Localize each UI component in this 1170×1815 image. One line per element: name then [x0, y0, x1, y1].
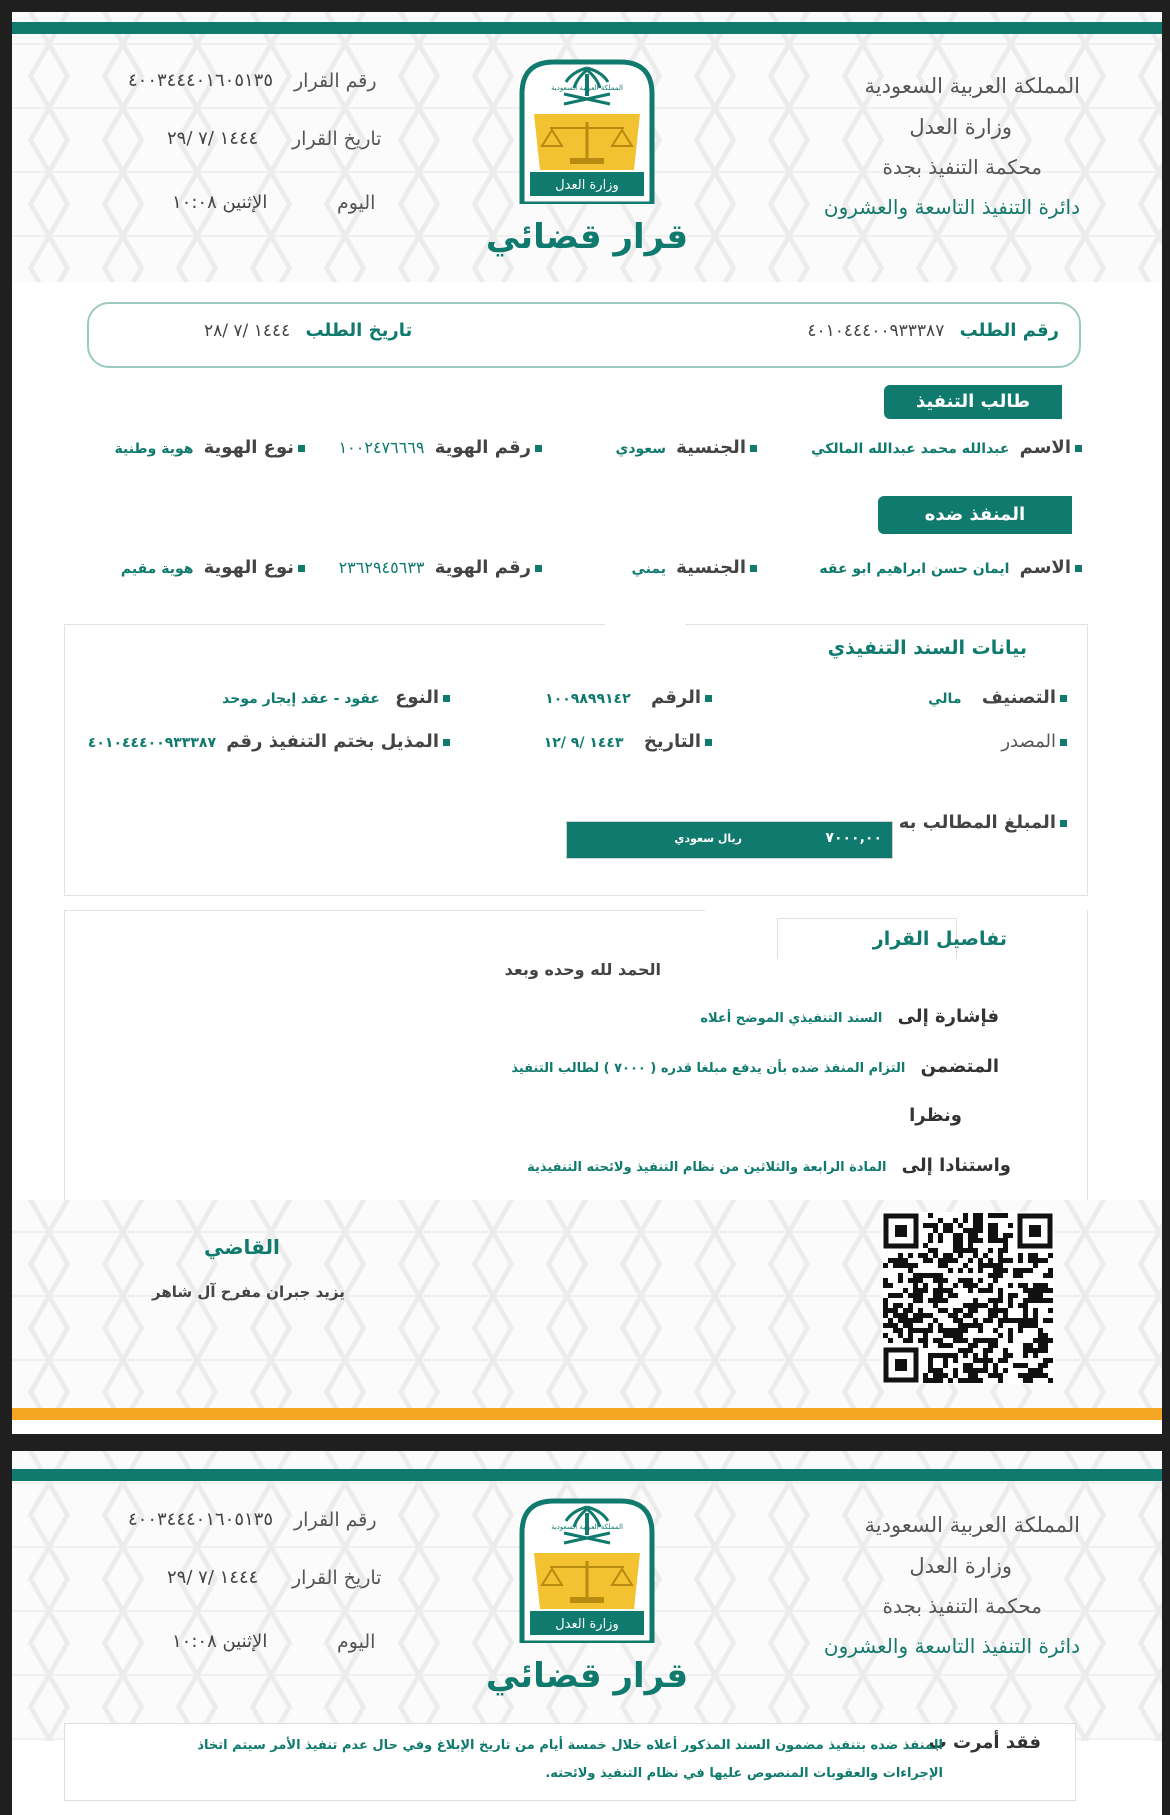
amount-label-row: المبلغ المطالب به: [899, 812, 1067, 833]
svg-text:وزارة العدل: وزارة العدل: [555, 1617, 619, 1632]
court-name-2: محكمة التنفيذ بجدة: [882, 1594, 1042, 1618]
stamped-number-row: المذيل بختم التنفيذ رقم ٤٠١٠٤٤٤٠٠٩٣٣٣٨٧: [88, 731, 450, 752]
request-number-row: رقم الطلب ٤٠١٠٤٤٤٠٠٩٣٣٣٨٧: [807, 320, 1059, 341]
applicant-id-type-row: نوع الهوية هوية وطنية: [115, 437, 305, 458]
applicant-id: ١٠٠٢٤٧٦٦٦٩: [338, 438, 425, 457]
decision-number: ٤٠٠٣٤٤٤٠١٦٠٥١٣٥: [128, 70, 274, 91]
day-label: اليوم: [337, 192, 376, 214]
decision-date-2: ١٤٤٤ /٧ /٢٩: [167, 1567, 259, 1588]
respondent-id-type: هوية مقيم: [120, 561, 194, 577]
decision-page-2: [12, 1451, 1162, 1815]
order-text-line2: الإجراءات والعقوبات المنصوص عليها في نظام التنفيذ ولائحته.: [545, 1766, 943, 1781]
source-row: المصدر: [996, 731, 1067, 752]
top-green-bar-2: [12, 1469, 1162, 1481]
decision-number-label: رقم القرار: [294, 70, 377, 92]
amount-bar: [566, 821, 893, 859]
instrument-panel: [64, 624, 1088, 896]
court-name: محكمة التنفيذ بجدة: [882, 155, 1042, 179]
circuit-name-2: دائرة التنفيذ التاسعة والعشرون: [823, 1634, 1080, 1658]
decision-panel: [64, 910, 1088, 1210]
decision-date-label: تاريخ القرار: [292, 128, 382, 150]
order-text-line1: المنفذ ضده بتنفيذ مضمون السند المذكور أعلاه خلال خمسة أيام من تاريخ الإبلاغ وفي حال عدم تنفيذ الأمر سيتم اتخاذ: [197, 1738, 943, 1753]
instrument-number-row: الرقم ١٠٠٩٨٩٩١٤٢: [545, 687, 712, 708]
day-value: الإثنين ١٠:٠٨: [172, 192, 268, 213]
order-panel: [64, 1723, 1076, 1801]
respondent-section-title: المنفذ ضده: [878, 496, 1072, 534]
day-value-2: الإثنين ١٠:٠٨: [172, 1631, 268, 1652]
qr-code: [882, 1212, 1054, 1384]
instrument-section-title: بيانات السند التنفيذي: [827, 637, 1027, 659]
applicant-id-row: رقم الهوية ١٠٠٢٤٧٦٦٦٩: [339, 437, 542, 458]
decision-number-label-2: رقم القرار: [294, 1509, 377, 1531]
currency: ريال سعودي: [674, 832, 742, 845]
amount-value: ٧٠٠٠,٠٠: [825, 830, 882, 846]
request-number: ٤٠١٠٤٤٤٠٠٩٣٣٣٨٧: [807, 321, 945, 341]
svg-text:وزارة العدل: وزارة العدل: [555, 178, 619, 193]
decision-section-title: تفاصيل القرار: [872, 928, 1007, 950]
applicant-nationality-row: الجنسية سعودي: [616, 437, 757, 458]
bottom-orange-bar: [12, 1408, 1162, 1420]
applicant-name-row: الاسم عبدالله محمد عبدالله المالكي: [811, 437, 1082, 458]
basis-row: واستنادا إلى المادة الرابعة والثلاثين من نظام التنفيذ ولائحته التنفيذية: [527, 1155, 1011, 1176]
classification-row: التصنيف مالي: [928, 687, 1067, 708]
top-green-bar: [12, 22, 1162, 34]
decision-page-1: [12, 12, 1162, 1434]
reference-row: فإشارة إلى السند التنفيذي الموضح أعلاه: [700, 1006, 999, 1027]
document-title: قرار قضائي: [485, 217, 689, 257]
respondent-id: ٢٣٦٢٩٤٥٦٣٣: [338, 558, 425, 577]
ministry-name: وزارة العدل: [909, 115, 1012, 139]
decision-number-2: ٤٠٠٣٤٤٤٠١٦٠٥١٣٥: [128, 1509, 274, 1530]
judge-name: يزيد جبران مفرح آل شاهر: [152, 1283, 345, 1301]
ministry-of-justice-logo-2: [514, 1493, 660, 1643]
classification-value: مالي: [928, 691, 962, 707]
basis-value: المادة الرابعة والثلاثين من نظام التنفيذ ولائحته التنفيذية: [527, 1160, 887, 1175]
decision-date: ١٤٤٤ /٧ /٢٩: [167, 128, 259, 149]
svg-text:المملكة العربية السعودية: المملكة العربية السعودية: [551, 1523, 623, 1531]
applicant-id-type: هوية وطنية: [114, 441, 194, 457]
respondent-id-row: رقم الهوية ٢٣٦٢٩٤٥٦٣٣: [339, 557, 542, 578]
instrument-date-row: التاريخ ١٤٤٣ /٩ /١٢: [544, 731, 712, 752]
decision-date-label-2: تاريخ القرار: [292, 1567, 382, 1589]
kingdom-name: المملكة العربية السعودية: [864, 74, 1080, 98]
contains-row: المتضمن التزام المنفذ ضده بأن يدفع مبلغا قدره ( ٧٠٠٠ ) لطالب التنفيذ: [511, 1056, 999, 1077]
respondent-name: ايمان حسن ابراهيم ابو عقه: [819, 561, 1010, 577]
instrument-type: عقود - عقد إيجار موحد: [222, 691, 380, 707]
request-panel: [87, 302, 1081, 368]
request-date: ١٤٤٤ /٧ /٢٨: [204, 321, 291, 341]
ministry-name-2: وزارة العدل: [909, 1554, 1012, 1578]
circuit-name: دائرة التنفيذ التاسعة والعشرون: [823, 195, 1080, 219]
respondent-name-row: الاسم ايمان حسن ابراهيم ابو عقه: [819, 557, 1082, 578]
respondent-nationality: يمني: [631, 561, 666, 577]
instrument-date: ١٤٤٣ /٩ /١٢: [543, 735, 624, 751]
kingdom-name-2: المملكة العربية السعودية: [864, 1513, 1080, 1537]
opening-line: الحمد لله وحده وبعد: [504, 960, 661, 979]
applicant-name: عبدالله محمد عبدالله المالكي: [811, 441, 1010, 457]
instrument-number: ١٠٠٩٨٩٩١٤٢: [545, 691, 631, 707]
document-title-2: قرار قضائي: [485, 1656, 689, 1696]
svg-text:المملكة العربية السعودية: المملكة العربية السعودية: [551, 84, 623, 92]
reference-value: السند التنفيذي الموضح أعلاه: [700, 1011, 883, 1026]
respondent-nationality-row: الجنسية يمني: [631, 557, 757, 578]
ministry-of-justice-logo: [514, 54, 660, 204]
contains-value: التزام المنفذ ضده بأن يدفع مبلغا قدره ( ٧٠٠٠ ) لطالب التنفيذ: [511, 1061, 906, 1076]
request-date-row: تاريخ الطلب ١٤٤٤ /٧ /٢٨: [204, 320, 413, 341]
order-label: فقد أمرت ب: [928, 1732, 1041, 1753]
applicant-section-title: طالب التنفيذ: [884, 385, 1062, 419]
stamped-number: ٤٠١٠٤٤٤٠٠٩٣٣٣٨٧: [87, 735, 217, 751]
day-label-2: اليوم: [337, 1631, 376, 1653]
whereas-row: ونظرا: [909, 1105, 962, 1126]
applicant-nationality: سعودي: [615, 441, 666, 457]
judge-title: القاضي: [204, 1235, 280, 1259]
respondent-id-type-row: نوع الهوية هوية مقيم: [121, 557, 305, 578]
instrument-type-row: النوع عقود - عقد إيجار موحد: [222, 687, 450, 708]
